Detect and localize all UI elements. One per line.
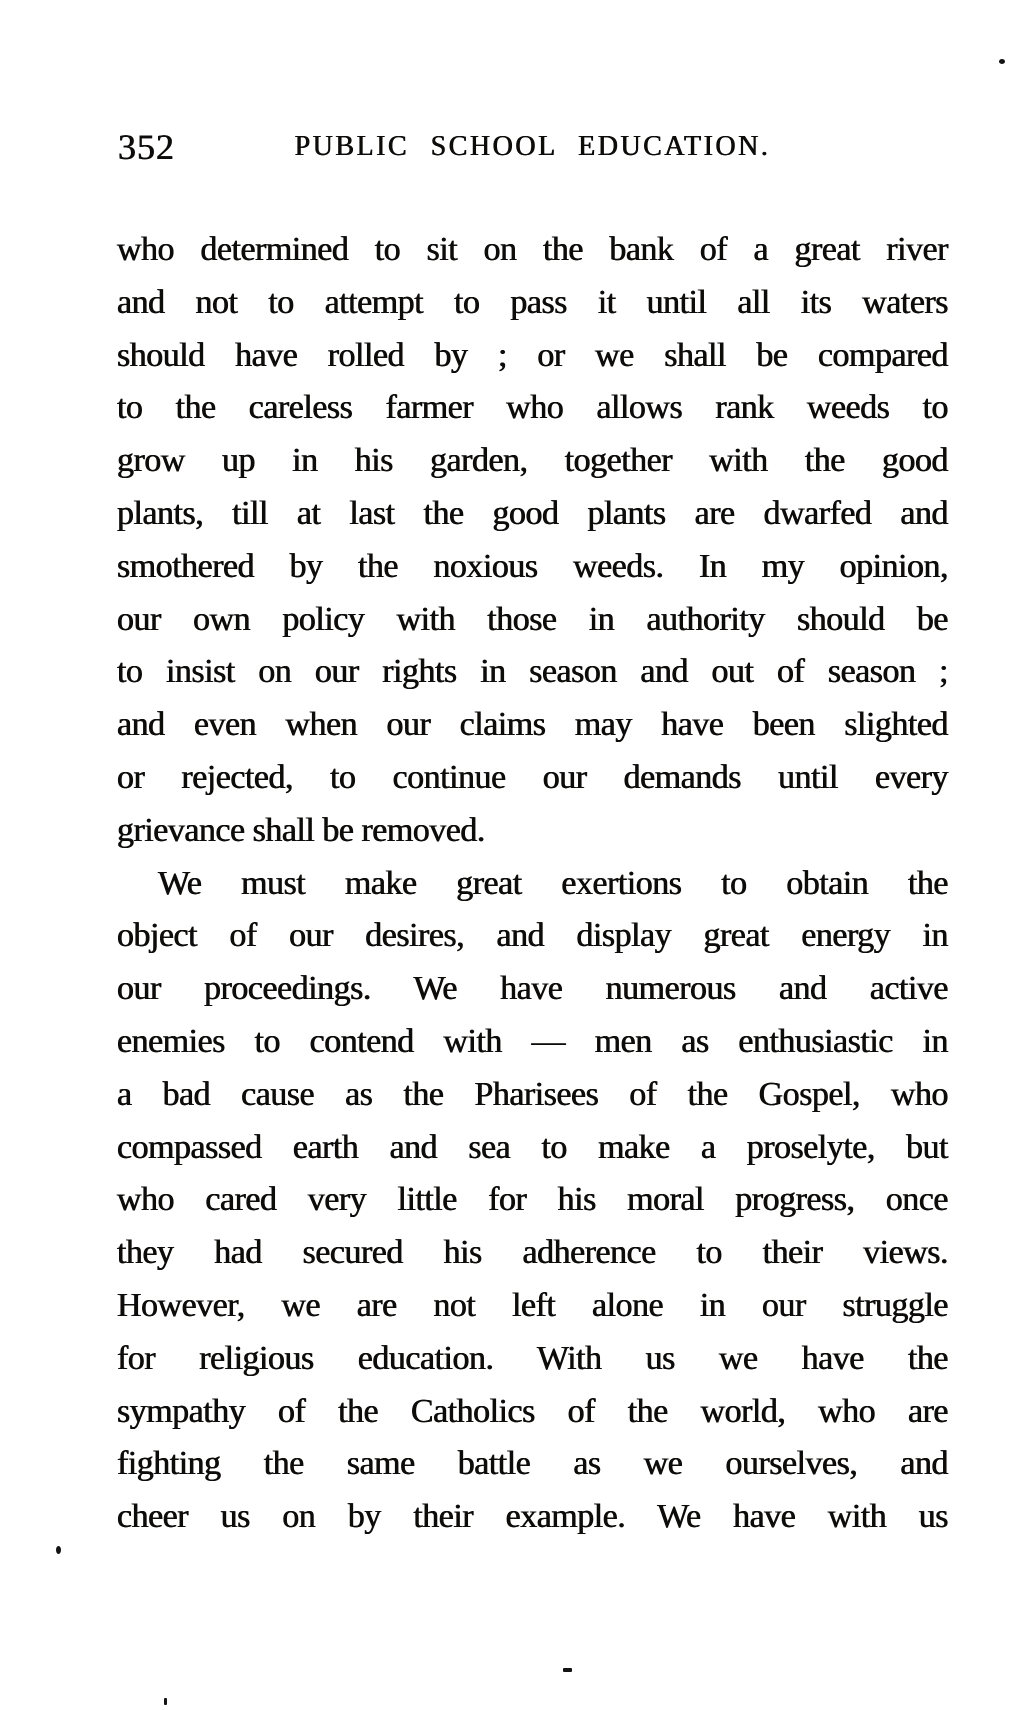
text-line: We must make great exertions to obtain the [158, 864, 948, 902]
text-line: fighting the same battle as we ourselves, and [117, 1445, 948, 1483]
body-text [117, 224, 948, 1544]
text-line: they had secured his adherence to their views. [117, 1234, 948, 1272]
text-line: enemies to contend with — men as enthusiastic in [117, 1022, 948, 1060]
speck-bottom-center [563, 1668, 572, 1672]
text-line: and not to attempt to pass it until all its waters [117, 283, 948, 321]
speck-left-margin [56, 1546, 61, 1554]
text-line: our proceedings. We have numerous and active [117, 970, 948, 1008]
speck-bottom-left [164, 1698, 167, 1705]
text-line: a bad cause as the Pharisees of the Gospel, who [117, 1075, 948, 1113]
text-line: our own policy with those in authority should be [117, 600, 948, 638]
text-line: smothered by the noxious weeds. In my opinion, [117, 547, 948, 585]
text-line: compassed earth and sea to make a proselyte, but [117, 1128, 948, 1166]
text-line: should have rolled by ; or we shall be compared [117, 336, 948, 374]
text-line: to the careless farmer who allows rank weeds to [117, 389, 948, 427]
text-line: object of our desires, and display great energy in [117, 917, 948, 955]
text-line: sympathy of the Catholics of the world, who are [117, 1392, 948, 1430]
text-line: plants, till at last the good plants are dwarfed and [117, 494, 948, 532]
text-line: However, we are not left alone in our struggle [117, 1286, 948, 1324]
text-line: for religious education. With us we have the [117, 1339, 948, 1377]
page-number: 352 [118, 127, 175, 167]
text-line: grievance shall be removed. [117, 811, 485, 849]
text-line: grow up in his garden, together with the good [117, 442, 948, 480]
text-line: or rejected, to continue our demands until every [117, 758, 948, 796]
speck-top-right [999, 59, 1005, 64]
text-line: cheer us on by their example. We have with us [117, 1498, 948, 1536]
running-head: PUBLIC SCHOOL EDUCATION. [294, 131, 771, 162]
text-line: who determined to sit on the bank of a great river [117, 231, 948, 268]
text-line: to insist on our rights in season and out of season ; [117, 653, 948, 691]
text-line: who cared very little for his moral progress, once [117, 1181, 948, 1219]
text-line: and even when our claims may have been slighted [117, 706, 948, 744]
